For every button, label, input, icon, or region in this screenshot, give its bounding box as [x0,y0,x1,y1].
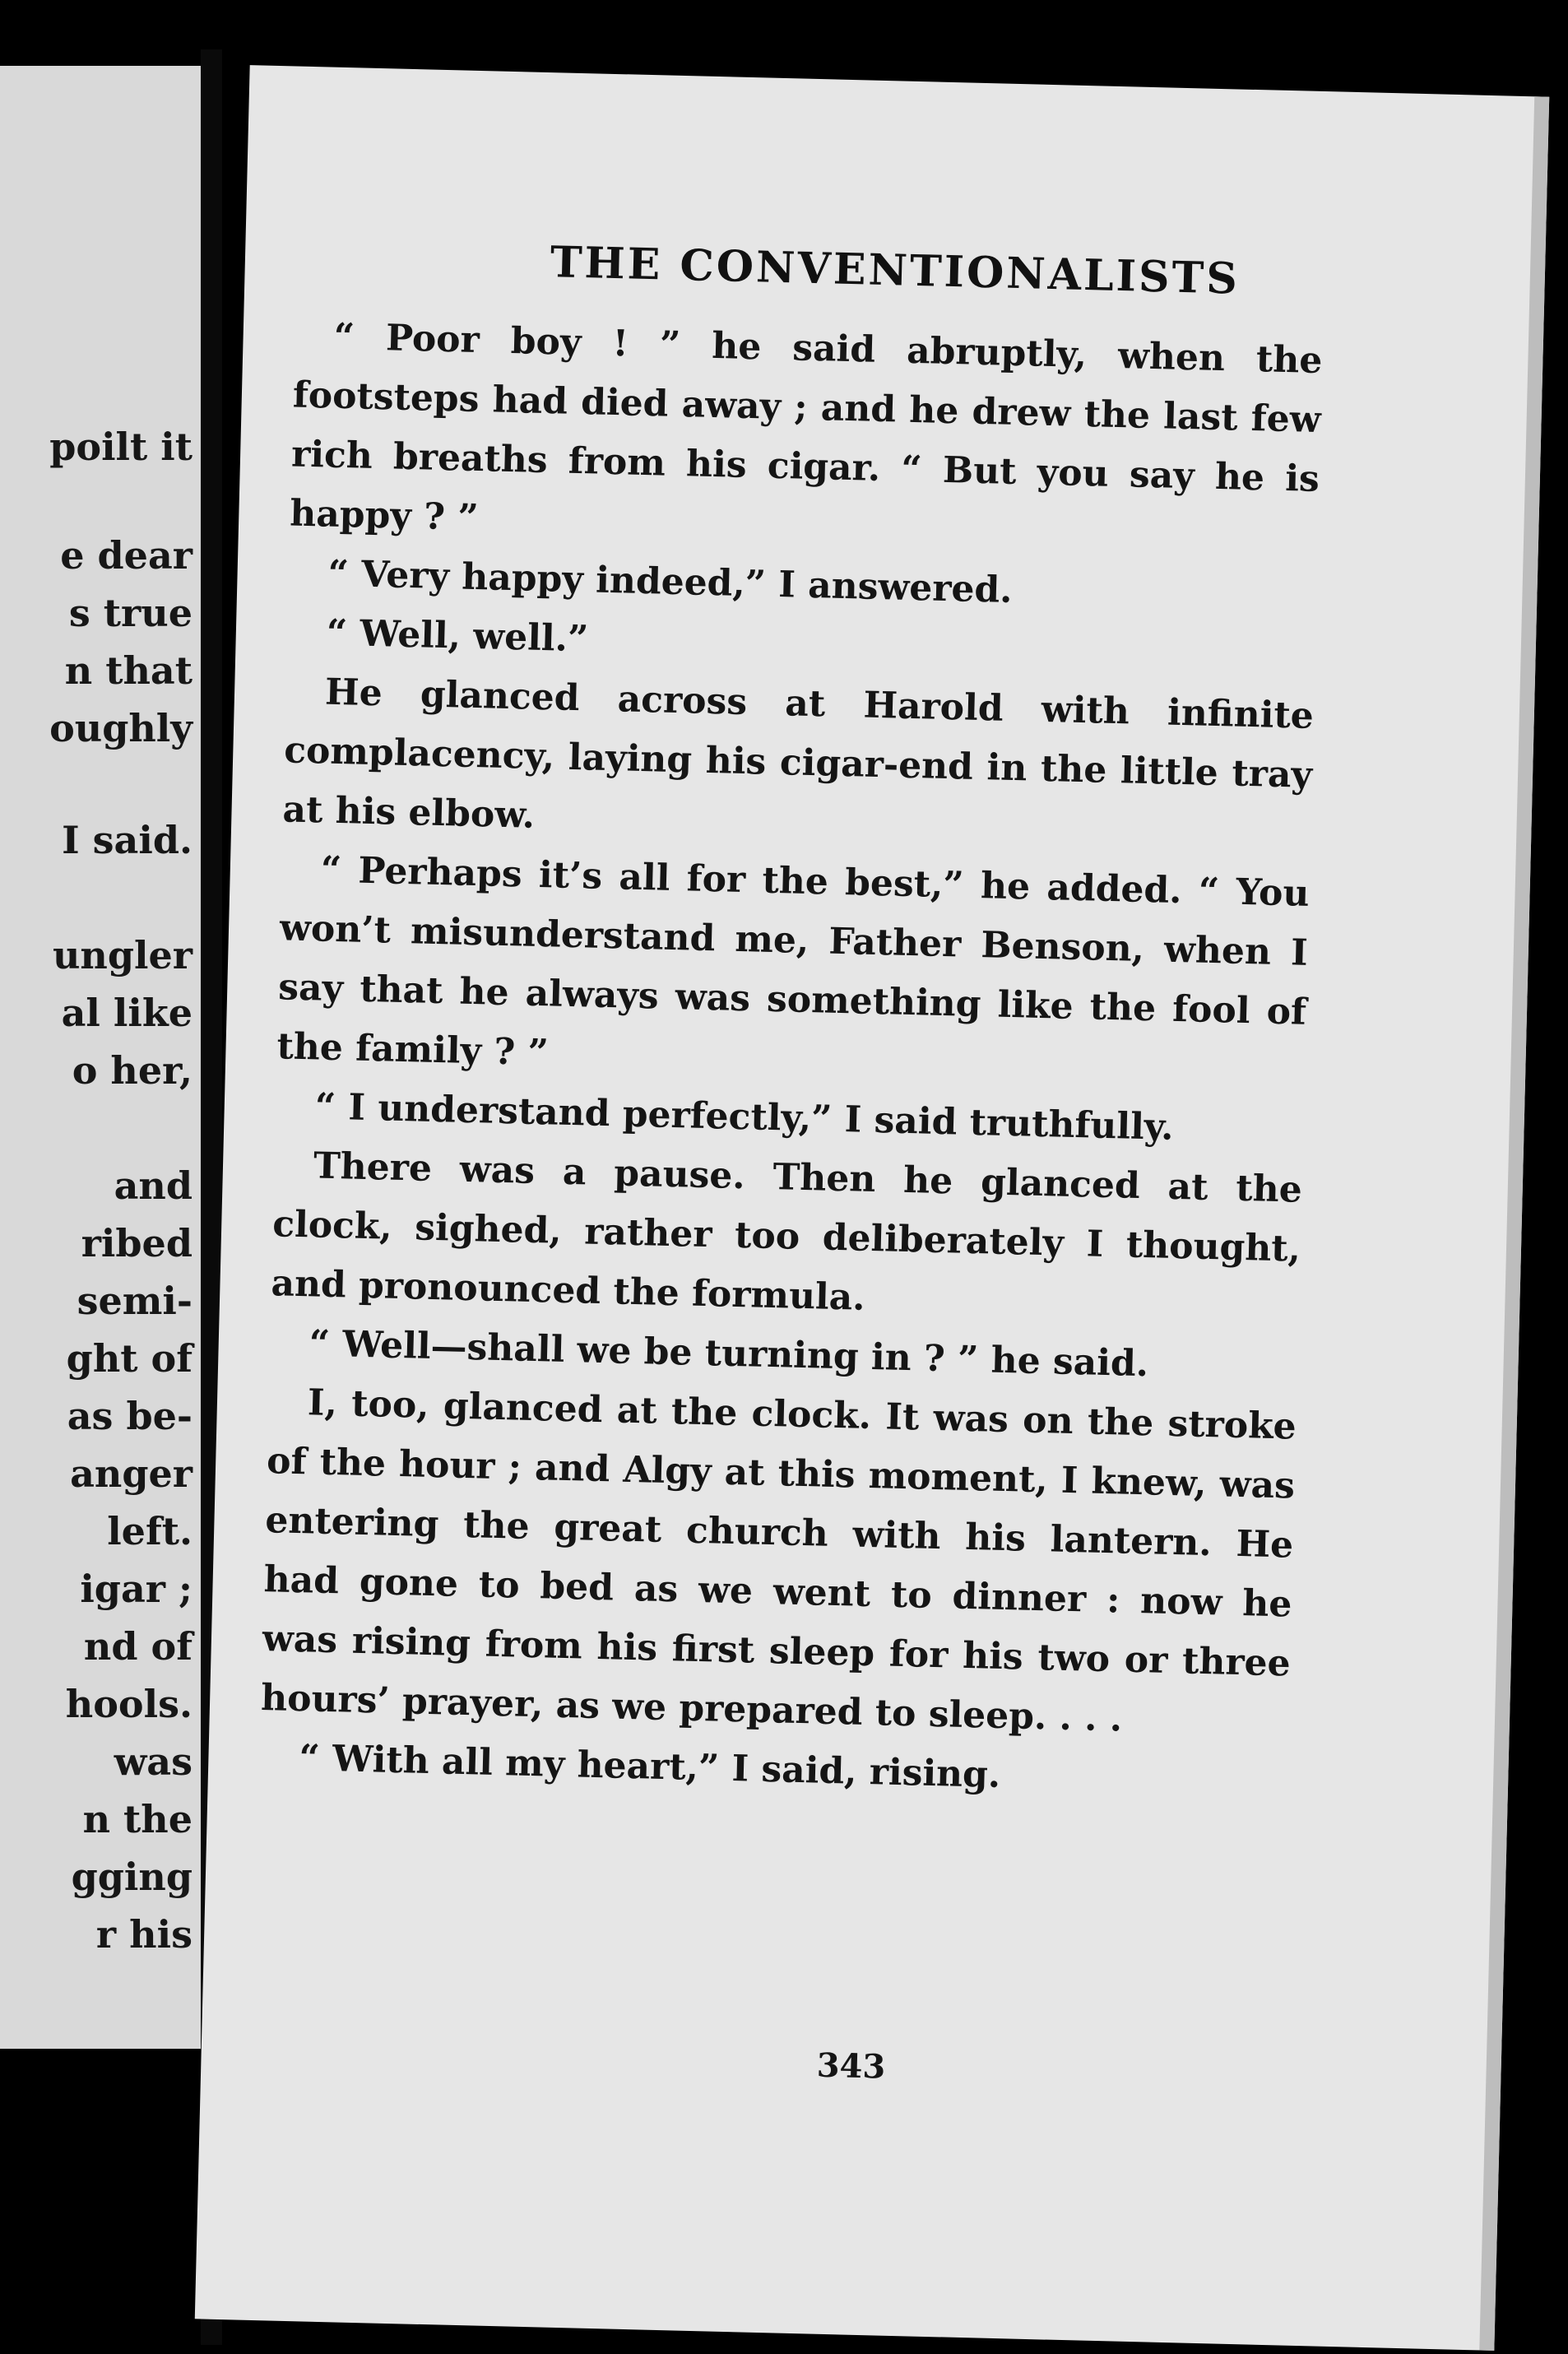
paragraph: I, too, glanced at the clock. It was on the stroke of the hour ; and Algy at this moment, I knew, was entering the great church with his lantern. He had gone to bed as we went to dinner : now he was rising from his first sleep for his two or three hours’ prayer, as we prepared to sleep. . . . [260,1381,1297,1740]
book-page [195,65,1549,2351]
previous-page-line: n the [82,1797,193,1841]
previous-page-line: o her, [72,1048,193,1093]
previous-page-line: igar ; [80,1567,193,1611]
previous-page-line: ribed [81,1221,193,1265]
previous-page-line: left. [107,1509,193,1553]
previous-page-line: al like [61,991,193,1035]
paragraph: “ With all my heart,” I said, rising. [298,1737,1001,1797]
paragraph: “ I understand perfectly,” I said truthfully. [314,1085,1175,1149]
paragraph: “ Very happy indeed,” I answered. [327,552,1014,611]
previous-page-line: oughly [49,706,193,750]
running-head: THE CONVENTIONALISTS [550,237,1241,304]
previous-page [0,66,201,2049]
previous-page-line: s true [68,591,193,635]
paragraph: “ Perhaps it’s all for the best,” he added. “ You won’t misunderstand me, Father Benson, when I say that he always was something like the fool of the family ? ” [276,848,1311,1075]
previous-page-line: ght of [66,1336,193,1381]
paragraph: “ Well—shall we be turning in ? ” he said. [308,1322,1149,1386]
previous-page-line: anger [70,1451,193,1496]
paragraph: “ Poor boy ! ” he said abruptly, when the footsteps had died away ; and he drew the last few rich breaths from his cigar. “ But you say he is happy ? ” [289,315,1323,540]
page-number: 343 [816,2045,886,2087]
previous-page-line: r his [95,1912,193,1957]
paragraph: He glanced across at Harold with infinite complacency, laying his cigar-end in the little tray at his elbow. [281,671,1315,837]
previous-page-line: poilt it [49,425,193,469]
previous-page-line: e dear [60,533,193,578]
previous-page-line: hools. [65,1682,193,1726]
paragraph: “ Well, well.” [326,611,589,661]
body-text [259,307,1324,1813]
previous-page-line: n that [64,648,193,693]
previous-page-line: I said. [62,818,193,862]
previous-page-line: nd of [83,1624,193,1669]
previous-page-line: and [114,1163,193,1208]
previous-page-line: ungler [52,933,193,977]
previous-page-line: semi- [77,1279,193,1323]
paragraph: There was a pause. Then he glanced at the clock, sighed, rather too deliberately I thought, and pronounced the formula. [270,1144,1303,1319]
previous-page-line: was [114,1739,193,1784]
previous-page-line: as be- [67,1394,193,1438]
previous-page-line: gging [71,1855,193,1899]
